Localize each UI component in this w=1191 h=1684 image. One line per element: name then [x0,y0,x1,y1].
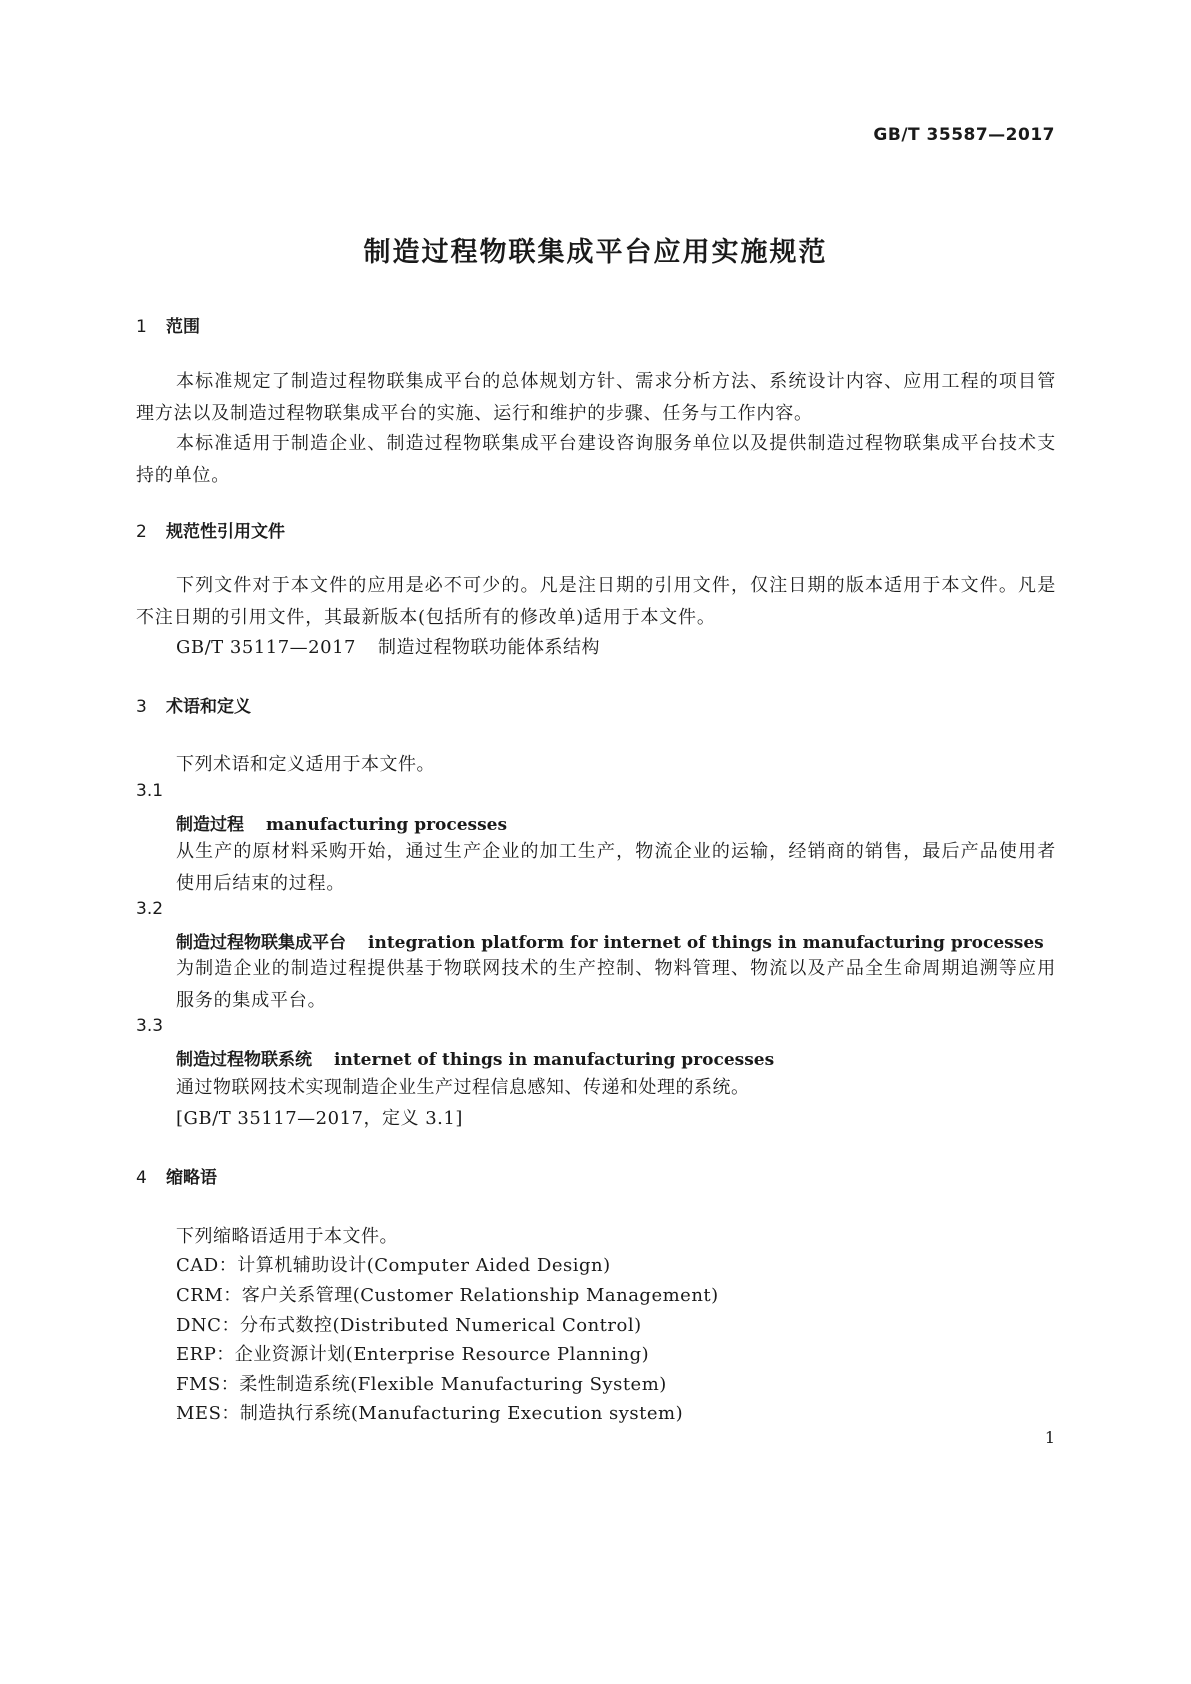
section-1-paragraph-1: 本标准规定了制造过程物联集成平台的总体规划方针、需求分析方法、系统设计内容、应用工程的项目管理方法以及制造过程物联集成平台的实施、运行和维护的步骤、任务与工作内容。 [136,371,1056,424]
term-3-2 [176,928,1044,953]
section-title: 规范性引用文件 [166,522,285,542]
term-number: 3.1 [136,781,164,801]
normative-reference [176,633,600,659]
section-number: 4 [136,1168,147,1188]
document-code: GB/T 35587—2017 [873,125,1055,145]
section-2-paragraph: 下列文件对于本文件的应用是必不可少的。凡是注日期的引用文件，仅注日期的版本适用于本文件。凡是不注日期的引用文件，其最新版本(包括所有的修改单)适用于本文件。 [136,575,1056,628]
section-number: 2 [136,522,147,542]
section-1-heading [136,312,200,337]
term-3-3 [176,1045,774,1070]
section-number: 1 [136,317,147,337]
term-definition: 从生产的原材料采购开始，通过生产企业的加工生产，物流企业的运输，经销商的销售，最后产品使用者使用后结束的过程。 [176,841,1056,894]
page-number: 1 [1044,1428,1055,1447]
term-zh: 制造过程 [176,815,244,835]
term-3-1 [176,810,507,835]
term-zh: 制造过程物联系统 [176,1050,312,1070]
abbreviation-item: DNC：分布式数控(Distributed Numerical Control) [176,1315,642,1336]
section-3-heading [136,692,251,717]
section-3-intro: 下列术语和定义适用于本文件。 [176,754,435,775]
abbreviation-item: CAD：计算机辅助设计(Computer Aided Design) [176,1255,611,1276]
term-number: 3.2 [136,899,164,919]
term-source: [GB/T 35117—2017，定义 3.1] [176,1108,463,1129]
section-4-heading [136,1163,217,1188]
abbreviation-item: ERP：企业资源计划(Enterprise Resource Planning) [176,1344,650,1365]
abbreviation-item: MES：制造执行系统(Manufacturing Execution system) [176,1403,684,1424]
term-en: integration platform for internet of things in manufacturing processes [368,933,1044,953]
section-2-heading [136,517,285,542]
term-en: manufacturing processes [266,815,508,835]
abbreviation-item: FMS：柔性制造系统(Flexible Manufacturing System) [176,1374,667,1395]
section-title: 范围 [166,317,200,337]
term-definition: 通过物联网技术实现制造企业生产过程信息感知、传递和处理的系统。 [176,1077,750,1098]
reference-title: 制造过程物联功能体系结构 [377,637,600,658]
section-number: 3 [136,697,147,717]
document-title: 制造过程物联集成平台应用实施规范 [363,237,828,268]
term-number: 3.3 [136,1016,164,1036]
abbreviation-item: CRM：客户关系管理(Customer Relationship Management) [176,1285,719,1306]
section-1-paragraph-2: 本标准适用于制造企业、制造过程物联集成平台建设咨询服务单位以及提供制造过程物联集成平台技术支持的单位。 [136,433,1056,486]
reference-code: GB/T 35117—2017 [176,637,356,658]
term-zh: 制造过程物联集成平台 [176,933,346,953]
section-title: 术语和定义 [166,697,251,717]
term-en: internet of things in manufacturing processes [334,1050,775,1070]
section-4-intro: 下列缩略语适用于本文件。 [176,1226,398,1247]
term-definition: 为制造企业的制造过程提供基于物联网技术的生产控制、物料管理、物流以及产品全生命周期追溯等应用服务的集成平台。 [176,958,1056,1011]
section-title: 缩略语 [166,1168,217,1188]
